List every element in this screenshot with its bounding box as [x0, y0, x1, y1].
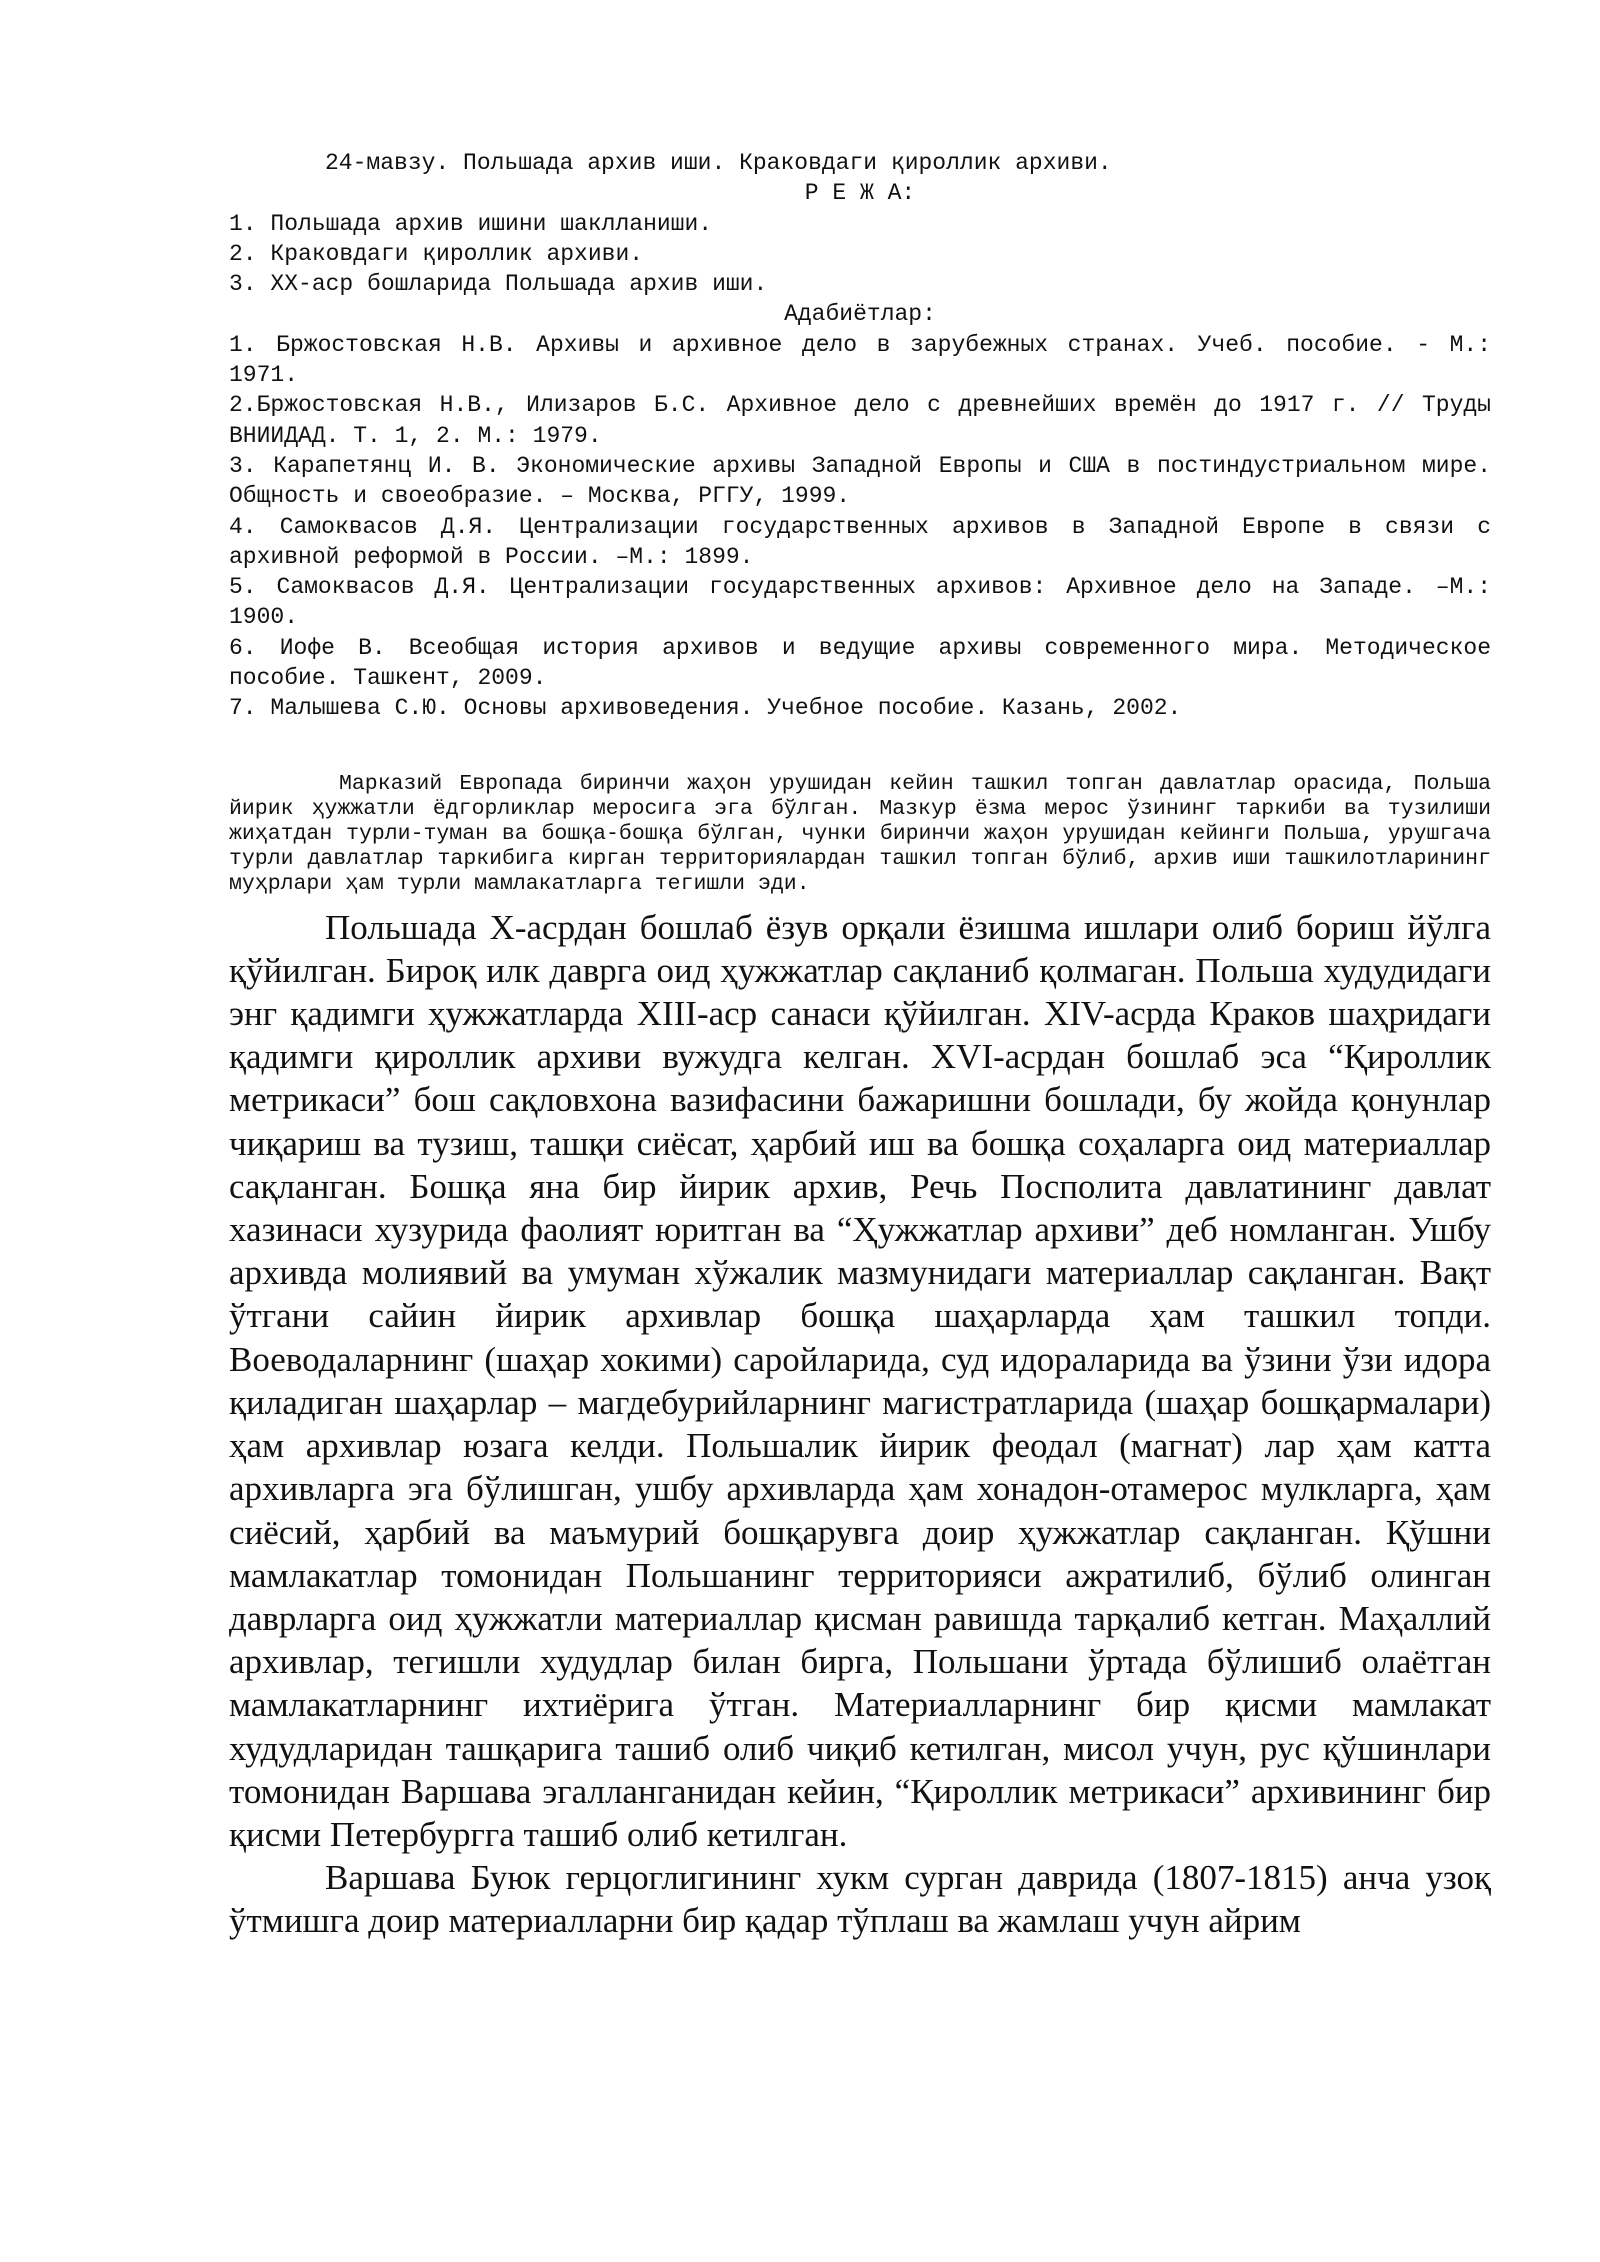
reference-item: 6. Иофе В. Всеобщая история архивов и ведущие архивы современного мира. Методическое пособие. Ташкент, 2009.	[229, 634, 1491, 692]
header-block	[229, 148, 1491, 898]
references-heading: Адабиётлар:	[784, 301, 936, 328]
plan-list	[229, 209, 1491, 300]
reference-item: 5. Самоквасов Д.Я. Централизации государственных архивов: Архивное дело на Западе. –М.: 1900.	[229, 574, 1491, 631]
page-title: 24-мавзу. Польшада архив иши. Краковдаги қироллик архиви.	[325, 150, 1112, 176]
plan-item: 1. Польшада архив ишини шаклланиши.	[229, 210, 713, 237]
references-list	[229, 330, 1491, 724]
intro-paragraph: Марказий Европада биринчи жаҳон урушидан кейин ташкил топган давлатлар орасида, Польша йирик ҳужжатли ёдгорликлар меросига эга бўлган. Мазкур ёзма мерос ўзининг таркиби ва тузилиши жиҳатдан турли-туман ва бошқа-бошқа бўлган, чунки биринчи жаҳон урушидан кейинги Польша, урушгача турли давлатлар таркибига кирган территориялардан ташкил топган бўлиб, архив иши ташкилотларининг муҳрлари ҳам турли мамлакатларга тегишли эди.	[229, 771, 1491, 897]
reference-item: 1. Бржостовская Н.В. Архивы и архивное дело в зарубежных странах. Учеб. пособие. - М.: 1971.	[229, 331, 1491, 389]
plan-item: 3. ХХ-аср бошларида Польшада архив иши.	[229, 271, 768, 298]
reference-item: 3. Карапетянц И. В. Экономические архивы Западной Европы и США в постиндустриальном мире. Общность и своеобразие. – Москва, РГГУ, 1999.	[229, 452, 1491, 510]
body-paragraph: Польшада X-асрдан бошлаб ёзув орқали ёзишма ишлари олиб бориш йўлга қўйилган. Бироқ илк даврга оид ҳужжатлар сақланиб қолмаган. Польша худудидаги энг қадимги ҳужжатларда XIII-аср санаси қўйилган. XIV-асрда Краков шаҳридаги қадимги қироллик архиви вужудга келган. XVI-асрдан бошлаб эса “Қироллик метрикаси” бош сақловхона вазифасини бажаришни бошлади, бу жойда қонунлар чиқариш ва тузиш, ташқи сиёсат, ҳарбий иш ва бошқа соҳаларга оид материаллар сақланган. Бошқа яна бир йирик архив, Речь Посполита давлатининг давлат хазинаси хузурида фаолият юритган ва “Ҳужжатлар архиви” деб номланган. Ушбу архивда молиявий ва умуман хўжалик мазмунидаги материаллар сақланган. Вақт ўтгани сайин йирик архивлар бошқа шаҳарларда ҳам ташкил топди. Воеводаларнинг (шаҳар хокими) саройларида, суд идораларида ва ўзини ўзи идора қиладиган шаҳарлар – магдебурийларнинг магистратларида (шаҳар бошқармалари) ҳам архивлар юзага келди. Польшалик йирик феодал (магнат) лар ҳам катта архивларга эга бўлишган, ушбу архивларда ҳам хонадон-отамерос мулкларга, ҳам сиёсий, ҳарбий ва маъмурий бошқарувга доир ҳужжатлар сақланган. Қўшни мамлакатлар томонидан Польшанинг территорияси ажратилиб, бўлиб олинган даврларга оид ҳужжатли материаллар қисман равишда тарқалиб кетган. Маҳаллий архивлар, тегишли худудлар билан бирга, Польшани ўртада бўлишиб олаётган мамлакатларнинг ихтиёрига ўтган. Материалларнинг бир қисми мамлакат худудларидан ташқарига ташиб олиб чиқиб кетилган, мисол учун, рус қўшинлари томонидан Варшава эгалланганидан кейин, “Қироллик метрикаси” архивининг бир қисми Петербургга ташиб олиб кетилган.	[229, 907, 1491, 1854]
main-text	[229, 906, 1491, 1943]
document-page	[229, 148, 1491, 1943]
plan-heading: Р Е Ж А:	[804, 180, 916, 207]
reference-item: 4. Самоквасов Д.Я. Централизации государственных архивов в Западной Европе в связи с архивной реформой в России. –М.: 1899.	[229, 513, 1491, 570]
reference-item: 7. Малышева С.Ю. Основы архивоведения. Учебное пособие. Казань, 2002.	[229, 695, 1182, 722]
reference-item: 2.Бржостовская Н.В., Илизаров Б.С. Архивное дело с древнейших времён до 1917 г. // Труды ВНИИДАД. Т. 1, 2. М.: 1979.	[229, 392, 1491, 449]
body-paragraph: Варшава Буюк герцоглигининг хукм сурган даврида (1807-1815) анча узоқ ўтмишга доир материалларни бир қадар тўплаш ва жамлаш учун айрим	[229, 1858, 1491, 1941]
plan-item: 2. Краковдаги қироллик архиви.	[229, 240, 644, 267]
